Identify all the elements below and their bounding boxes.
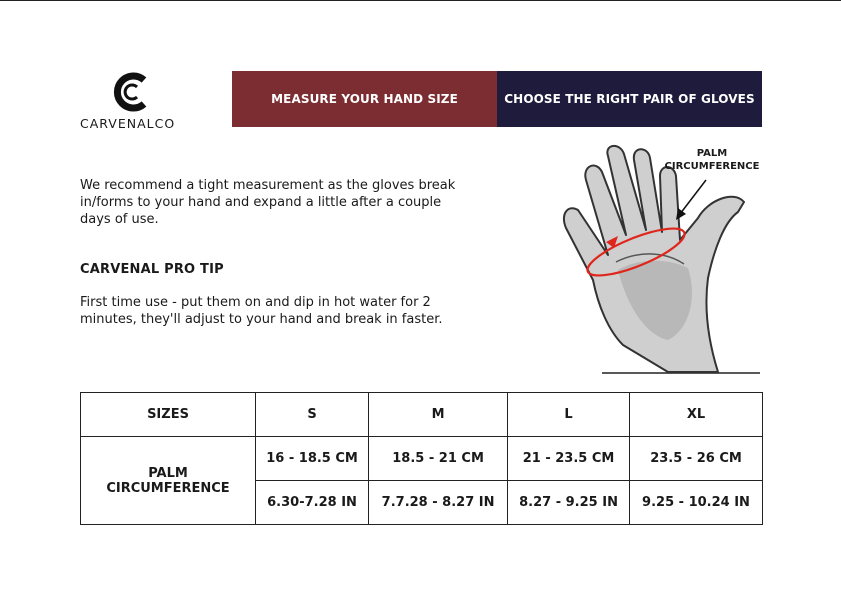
callout-line-2: CIRCUMFERENCE [664, 161, 760, 172]
pro-tip-title: CARVENAL PRO TIP [80, 262, 224, 277]
row-label-line-1: PALM [148, 465, 188, 481]
header-cell-s: S [256, 393, 369, 437]
cell-l-cm: 21 - 23.5 CM [508, 437, 630, 481]
brand-logo [80, 70, 190, 132]
header-cell-l: L [508, 393, 630, 437]
row-label-palm-circumference [81, 437, 256, 525]
callout-arrow-line [680, 180, 706, 214]
cell-m-cm: 18.5 - 21 CM [369, 437, 508, 481]
top-rule [0, 0, 841, 1]
hand-illustration [548, 140, 768, 380]
intro-text: We recommend a tight measurement as the gloves break in/forms to your hand and expand a little after a couple days of use. [80, 178, 456, 227]
callout-line-1: PALM [696, 148, 728, 159]
cell-xl-in: 9.25 - 10.24 IN [630, 481, 763, 525]
cell-s-in: 6.30-7.28 IN [256, 481, 369, 525]
pro-tip-text: First time use - put them on and dip in hot water for 2 minutes, they'll adjust to your hand and break in faster. [80, 295, 443, 327]
header-cell-xl: XL [630, 393, 763, 437]
brand-name: CARVENALCO [80, 116, 176, 131]
row-label-line-2: CIRCUMFERENCE [106, 480, 230, 496]
table-row-cm [81, 437, 763, 481]
tab-choose-gloves[interactable]: CHOOSE THE RIGHT PAIR OF GLOVES [497, 71, 762, 127]
cell-m-in: 7.7.28 - 8.27 IN [369, 481, 508, 525]
cell-l-in: 8.27 - 9.25 IN [508, 481, 630, 525]
size-chart-table [80, 392, 763, 525]
tab-measure-hand-size[interactable]: MEASURE YOUR HAND SIZE [232, 71, 497, 127]
header-cell-sizes: SIZES [81, 393, 256, 437]
cell-xl-cm: 23.5 - 26 CM [630, 437, 763, 481]
logo-mark-icon [110, 70, 154, 114]
cell-s-cm: 16 - 18.5 CM [256, 437, 369, 481]
palm-circumference-callout [664, 147, 760, 173]
header-cell-m: M [369, 393, 508, 437]
table-header-row [81, 393, 763, 437]
